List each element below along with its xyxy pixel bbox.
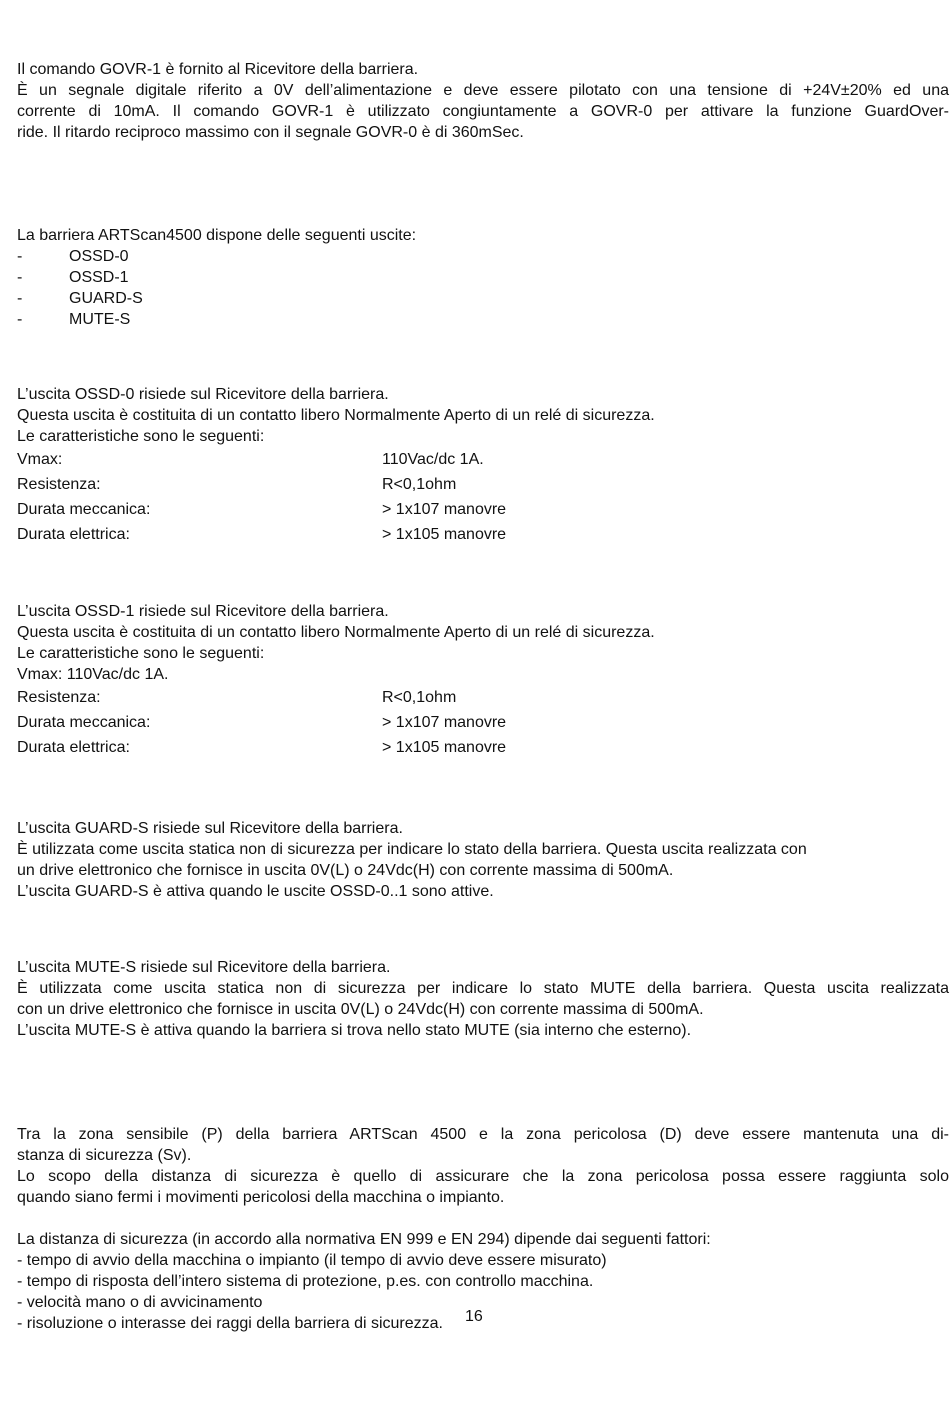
distance-line: stanza di sicurezza (Sv). (17, 1147, 192, 1164)
govr1-line: corrente di 10mA. Il comando GOVR-1 è utilizzato congiuntamente a GOVR-0 per attivare la funzione GuardOver- (17, 103, 949, 120)
govr1-line: È un segnale digitale riferito a 0V dell’alimentazione e deve essere pilotato con una tensione di +24V±20% ed una (17, 82, 949, 99)
list-item: - tempo di risposta dell’intero sistema di protezione, p.es. con controllo macchina. (17, 1273, 594, 1290)
mutes-line: È utilizzata come uscita statica non di sicurezza per indicare lo stato MUTE della barriera. Questa uscita realizzata (17, 980, 949, 997)
ossd0-line: Le caratteristiche sono le seguenti: (17, 428, 265, 445)
list-item: - risoluzione o interasse dei raggi della barriera di sicurezza. (17, 1315, 443, 1332)
govr1-section (17, 59, 949, 143)
mutes-line: L’uscita MUTE-S è attiva quando la barriera si trova nello stato MUTE (sia interno che esterno). (17, 1022, 692, 1039)
govr1-line: Il comando GOVR-1 è fornito al Ricevitore della barriera. (17, 61, 419, 78)
outputs-intro: La barriera ARTScan4500 dispone delle seguenti uscite: (17, 227, 417, 244)
page-number: 16 (465, 1308, 483, 1325)
guards-line: È utilizzata come uscita statica non di sicurezza per indicare lo stato della barriera. Questa uscita realizzata con (17, 841, 807, 858)
list-item: - GUARD-S (17, 290, 143, 307)
distance-section (17, 1124, 949, 1208)
mutes-line: L’uscita MUTE-S risiede sul Ricevitore della barriera. (17, 959, 391, 976)
spec-row: Durata meccanica: > 1x107 manovre (17, 714, 507, 731)
distance-line: quando siano fermi i movimenti pericolosi della macchina o impianto. (17, 1189, 505, 1206)
outputs-section (17, 225, 949, 330)
ossd1-line: Le caratteristiche sono le seguenti: (17, 645, 265, 662)
distance-line: Tra la zona sensibile (P) della barriera ARTScan 4500 e la zona pericolosa (D) deve essere mantenuta una di- (17, 1126, 949, 1143)
factors-section (17, 1229, 949, 1334)
list-item: - OSSD-0 (17, 248, 129, 265)
list-item: - MUTE-S (17, 311, 131, 328)
list-item: - OSSD-1 (17, 269, 129, 286)
ossd1-section (17, 601, 949, 760)
factors-intro: La distanza di sicurezza (in accordo alla normativa EN 999 e EN 294) dipende dai seguenti fattori: (17, 1231, 711, 1248)
guards-section (17, 818, 949, 902)
spec-row: Durata meccanica: > 1x107 manovre (17, 501, 507, 518)
ossd0-section (17, 384, 949, 547)
spec-row: Resistenza: R<0,1ohm (17, 476, 457, 493)
guards-line: L’uscita GUARD-S risiede sul Ricevitore della barriera. (17, 820, 403, 837)
mutes-line: con un drive elettronico che fornisce in uscita 0V(L) o 24Vdc(H) con corrente massima di 500mA. (17, 1001, 704, 1018)
govr1-line: ride. Il ritardo reciproco massimo con il segnale GOVR-0 è di 360mSec. (17, 124, 524, 141)
ossd1-line: Vmax: 110Vac/dc 1A. (17, 666, 169, 683)
ossd1-line: L’uscita OSSD-1 risiede sul Ricevitore della barriera. (17, 603, 389, 620)
guards-line: un drive elettronico che fornisce in uscita 0V(L) o 24Vdc(H) con corrente massima di 500mA. (17, 862, 674, 879)
spec-row: Durata elettrica: > 1x105 manovre (17, 739, 507, 756)
ossd0-line: L’uscita OSSD-0 risiede sul Ricevitore della barriera. (17, 386, 389, 403)
mutes-section (17, 957, 949, 1041)
list-item: - tempo di avvio della macchina o impianto (il tempo di avvio deve essere misurato) (17, 1252, 607, 1269)
spec-row: Vmax: 110Vac/dc 1A. (17, 451, 484, 468)
guards-line: L’uscita GUARD-S è attiva quando le uscite OSSD-0..1 sono attive. (17, 883, 494, 900)
ossd0-line: Questa uscita è costituita di un contatto libero Normalmente Aperto di un relé di sicurezza. (17, 407, 655, 424)
list-item: - velocità mano o di avvicinamento (17, 1294, 263, 1311)
ossd1-line: Questa uscita è costituita di un contatto libero Normalmente Aperto di un relé di sicurezza. (17, 624, 655, 641)
spec-row: Resistenza: R<0,1ohm (17, 689, 457, 706)
spec-row: Durata elettrica: > 1x105 manovre (17, 526, 507, 543)
distance-line: Lo scopo della distanza di sicurezza è quello di assicurare che la zona pericolosa possa essere raggiunta solo (17, 1168, 949, 1185)
